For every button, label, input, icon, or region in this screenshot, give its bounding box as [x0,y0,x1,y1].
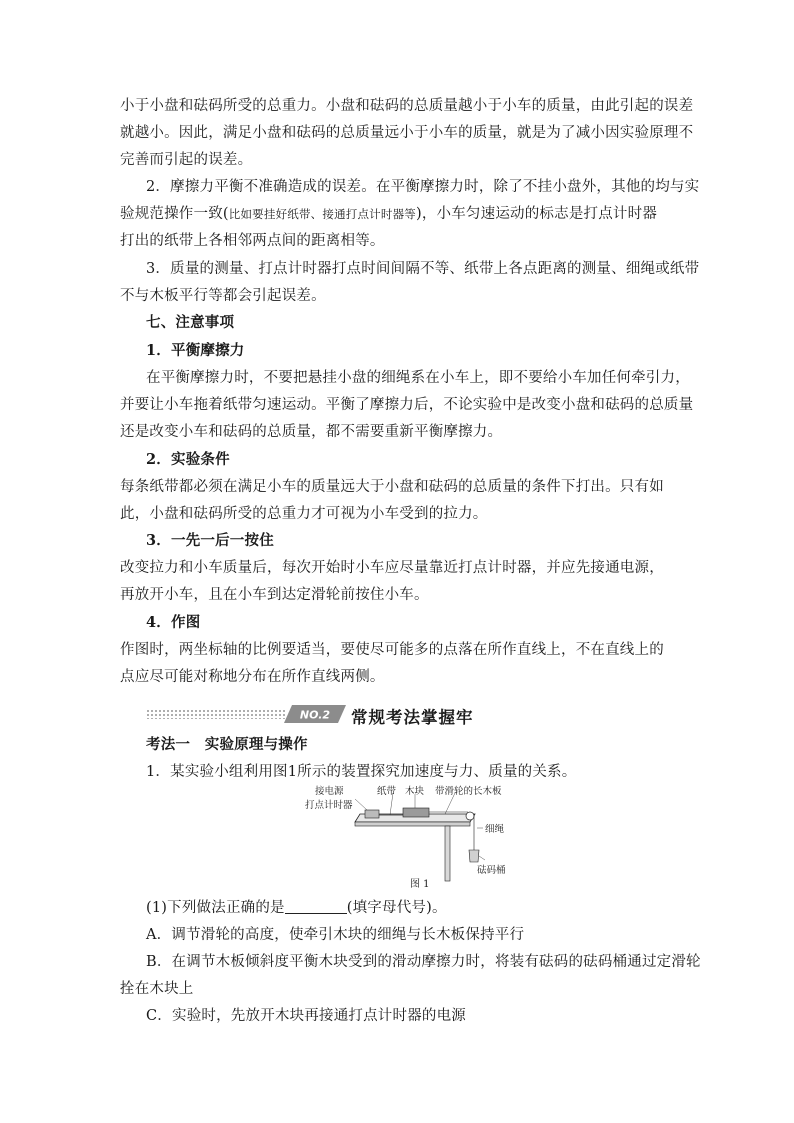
answer-blank[interactable] [285,899,347,914]
paragraph-line: 在平衡摩擦力时，不要把悬挂小盘的细绳系在小车上，即不要给小车加任何牵引力， [146,370,690,386]
subsection-heading: 1．平衡摩擦力 [146,342,245,359]
parenthetical-note: 比如要挂好纸带、接通打点计时器等 [228,207,416,221]
question-text: 1．某实验小组利用图1所示的装置探究加速度与力、质量的关系。 [146,764,577,780]
paragraph-line: 此，小盘和砝码所受的总重力才可视为小车受到的拉力。 [120,506,488,522]
paragraph-line: 还是改变小车和砝码的总质量，都不需要重新平衡摩擦力。 [120,424,503,440]
subsection-heading: 4．作图 [146,614,201,631]
paragraph-line: 再放开小车，且在小车到达定滑轮前按住小车。 [120,587,429,603]
section-heading: 考法一 实验原理与操作 [146,736,308,753]
option-b-continued: 拴在木块上 [120,981,194,997]
paragraph-line: 小于小盘和砝码所受的总重力。小盘和砝码的总质量越小于小车的质量，由此引起的误差 [120,98,694,114]
paragraph-line: 3．质量的测量、打点计时器打点时间间隔不等、纸带上各点距离的测量、细绳或纸带 [146,261,700,277]
paragraph-line: 完善而引起的误差。 [120,152,253,168]
option-b: B．在调节木板倾斜度平衡木块受到的滑动摩擦力时，将装有砝码的砝码桶通过定滑轮 [146,954,701,970]
timer-device [365,810,379,818]
label-power: 接电源 [315,786,344,797]
paragraph-line: 并要让小车拖着纸带匀速运动。平衡了摩擦力后，不论实验中是改变小盘和砝码的总质量 [120,397,694,413]
weight-bucket [469,850,479,862]
paragraph-line: 作图时，两坐标轴的比例要适当，要使尽可能多的点落在所作直线上，不在直线上的 [120,642,664,658]
paragraph-line: 点应尽可能对称地分布在所作直线两侧。 [120,669,385,685]
banner-tag-shape [284,705,346,723]
wood-block [403,808,429,817]
label-timer: 打点计时器 [305,800,353,811]
paragraph-line [120,204,680,224]
pulley [466,812,474,820]
text-fragment: 验规范操作一致( [120,206,229,222]
board-edge [355,822,470,826]
label-block: 木块 [405,786,425,797]
section-heading: 七、注意事项 [146,314,235,331]
dotted-decoration [146,709,286,719]
paragraph-line: 就越小。因此，满足小盘和砝码的总质量远小于小车的质量，就是为了减小因实验原理不 [120,125,694,141]
section-banner [146,705,686,727]
apparatus-figure [305,784,520,884]
question-line [146,898,706,918]
banner-tag [284,705,346,723]
banner-title: 常规考法掌握牢 [351,708,474,727]
subsection-heading: 2．实验条件 [146,451,230,468]
question-text: (填字母代号)。 [346,900,447,916]
text-fragment: )，小车匀速运动的标志是打点计时器 [415,206,658,222]
subsection-heading: 3．一先一后一按住 [146,532,274,549]
figure-caption: 图 1 [410,879,430,890]
paragraph-line: 2．摩擦力平衡不准确造成的误差。在平衡摩擦力时，除了不挂小盘外，其他的均与实 [146,179,700,195]
label-board: 带滑轮的长木板 [435,786,502,797]
paragraph-line: 每条纸带都必须在满足小车的质量远大于小盘和砝码的总质量的条件下打出。只有如 [120,479,664,495]
label-rope: 细绳 [485,824,505,835]
paragraph-line: 改变拉力和小车质量后，每次开始时小车应尽量靠近打点计时器，并应先接通电源， [120,560,664,576]
label-tape: 纸带 [377,786,397,797]
label-bucket: 砝码桶 [477,865,506,876]
table-leg [445,826,450,881]
banner-tag-text: NO.2 [299,708,331,722]
paragraph-line: 不与木板平行等都会引起误差。 [120,288,326,304]
question-text: (1)下列做法正确的是 [146,900,285,916]
option-c: C．实验时，先放开木块再接通打点计时器的电源 [146,1008,466,1024]
paragraph-line: 打出的纸带上各相邻两点间的距离相等。 [120,233,385,249]
option-a: A．调节滑轮的高度，使牵引木块的细绳与长木板保持平行 [146,927,525,943]
